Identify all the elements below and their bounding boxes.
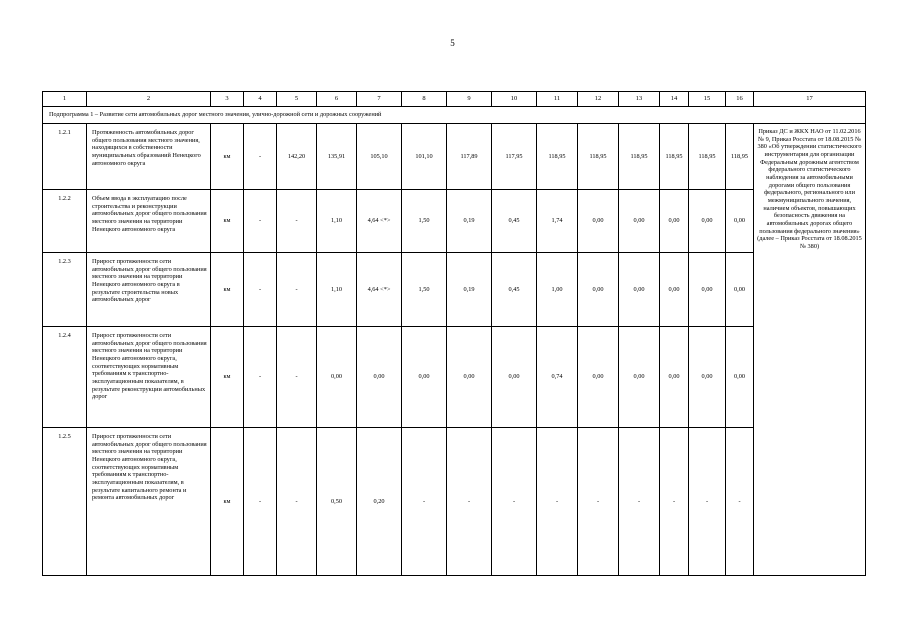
column-header: 12 (578, 92, 619, 107)
value-cell: 118,95 (660, 124, 689, 190)
value-cell: 142,20 (277, 124, 317, 190)
column-header: 6 (317, 92, 357, 107)
indicator-description: Прирост протяженности сети автомобильных дорог общего пользования местного значения на территории Ненецкого автономного округа, соответствующих нормативным требованиям к транспортно-эксплуатационным показателям, в результате капитального ремонта и ремонта автомобильных дорог (87, 428, 211, 576)
value-cell: 0,00 (689, 253, 726, 327)
value-cell: - (244, 190, 277, 253)
source-note: Приказ ДС и ЖКХ НАО от 11.02.2016 № 9, Приказ Росстата от 18.08.2015 № 380 «Об утверждении статистического инструментария для организации Федеральным дорожным агентством федерального статистического наблюдения за автомобильными дорогами общего пользования федерального, регионального или межмуниципального значения, наличием объектов, повышающих безопасность движения на автомобильных дорогах общего пользования федерального значения» (далее – Приказ Росстата от 18.08.2015 № 380) (754, 124, 866, 576)
column-header: 17 (754, 92, 866, 107)
subprogram-row (43, 107, 866, 124)
header-row (43, 92, 866, 107)
table-row (43, 124, 866, 190)
column-header: 8 (402, 92, 447, 107)
value-cell: 0,45 (492, 190, 537, 253)
value-cell: - (447, 428, 492, 576)
value-cell: 0,00 (357, 327, 402, 428)
table-row (43, 428, 866, 576)
indicator-description: Прирост протяженности сети автомобильных дорог общего пользования местного значения на территории Ненецкого автономного округа, соответствующих нормативным требованиям к транспортно-эксплуатационным показателям, в результате реконструкции автомобильных дорог (87, 327, 211, 428)
row-number: 1.2.1 (43, 124, 87, 190)
page-number: 5 (450, 38, 455, 48)
unit-cell: км (211, 428, 244, 576)
value-cell: - (578, 428, 619, 576)
indicator-description: Прирост протяженности сети автомобильных дорог общего пользования местного значения на территории Ненецкого автономного округа в результате строительства новых автомобильных дорог (87, 253, 211, 327)
value-cell: 0,20 (357, 428, 402, 576)
column-header: 9 (447, 92, 492, 107)
value-cell: - (726, 428, 754, 576)
row-number: 1.2.5 (43, 428, 87, 576)
row-number: 1.2.3 (43, 253, 87, 327)
value-cell: 1,50 (402, 190, 447, 253)
value-cell: 118,95 (619, 124, 660, 190)
value-cell: - (244, 428, 277, 576)
value-cell: - (689, 428, 726, 576)
column-header: 1 (43, 92, 87, 107)
value-cell: - (492, 428, 537, 576)
table-body (43, 92, 866, 576)
value-cell: 0,00 (619, 327, 660, 428)
value-cell: 118,95 (726, 124, 754, 190)
value-cell: - (277, 428, 317, 576)
value-cell: 118,95 (689, 124, 726, 190)
indicator-description: Объем ввода в эксплуатацию после строительства и реконструкции автомобильных дорог общего пользования местного значения на территории Ненецкого автономного округа (87, 190, 211, 253)
value-cell: - (244, 253, 277, 327)
value-cell: 4,64 <*> (357, 253, 402, 327)
value-cell: 117,95 (492, 124, 537, 190)
value-cell: 0,74 (537, 327, 578, 428)
value-cell: 0,19 (447, 253, 492, 327)
column-header: 5 (277, 92, 317, 107)
value-cell: 0,00 (689, 190, 726, 253)
column-header: 4 (244, 92, 277, 107)
value-cell: - (402, 428, 447, 576)
value-cell: 0,00 (578, 327, 619, 428)
column-header: 2 (87, 92, 211, 107)
value-cell: 0,00 (689, 327, 726, 428)
value-cell: - (244, 327, 277, 428)
value-cell: 0,00 (578, 253, 619, 327)
table-row (43, 253, 866, 327)
unit-cell: км (211, 253, 244, 327)
value-cell: 118,95 (537, 124, 578, 190)
value-cell: 0,00 (660, 253, 689, 327)
value-cell: 0,00 (619, 253, 660, 327)
unit-cell: км (211, 327, 244, 428)
value-cell: 4,64 <*> (357, 190, 402, 253)
table-row (43, 327, 866, 428)
value-cell: - (277, 253, 317, 327)
value-cell: - (619, 428, 660, 576)
value-cell: - (537, 428, 578, 576)
unit-cell: км (211, 124, 244, 190)
value-cell: 1,10 (317, 190, 357, 253)
value-cell: 0,50 (317, 428, 357, 576)
value-cell: 0,00 (660, 190, 689, 253)
value-cell: 0,00 (619, 190, 660, 253)
column-header: 11 (537, 92, 578, 107)
column-header: 13 (619, 92, 660, 107)
unit-cell: км (211, 190, 244, 253)
value-cell: - (660, 428, 689, 576)
value-cell: 0,00 (726, 253, 754, 327)
value-cell: 0,00 (726, 327, 754, 428)
value-cell: 118,95 (578, 124, 619, 190)
indicator-description: Протяженность автомобильных дорог общего пользования местного значения, находящихся в собственности муниципальных образований Ненецкого автономного округа (87, 124, 211, 190)
value-cell: 0,00 (578, 190, 619, 253)
value-cell: 0,19 (447, 190, 492, 253)
row-number: 1.2.4 (43, 327, 87, 428)
value-cell: 101,10 (402, 124, 447, 190)
value-cell: 0,45 (492, 253, 537, 327)
value-cell: 0,00 (726, 190, 754, 253)
value-cell: 0,00 (402, 327, 447, 428)
column-header: 10 (492, 92, 537, 107)
table-row (43, 190, 866, 253)
value-cell: 105,10 (357, 124, 402, 190)
subprogram-title: Подпрограмма 1 – Развитие сети автомобильных дорог местного значения, улично-дорожной сети и дорожных сооружений (43, 107, 866, 124)
value-cell: 1,10 (317, 253, 357, 327)
row-number: 1.2.2 (43, 190, 87, 253)
value-cell: 117,89 (447, 124, 492, 190)
value-cell: - (277, 190, 317, 253)
column-header: 3 (211, 92, 244, 107)
value-cell: 135,91 (317, 124, 357, 190)
value-cell: - (277, 327, 317, 428)
column-header: 16 (726, 92, 754, 107)
value-cell: 1,50 (402, 253, 447, 327)
column-header: 7 (357, 92, 402, 107)
indicators-table (42, 91, 866, 576)
value-cell: 0,00 (447, 327, 492, 428)
column-header: 14 (660, 92, 689, 107)
value-cell: - (244, 124, 277, 190)
column-header: 15 (689, 92, 726, 107)
value-cell: 0,00 (492, 327, 537, 428)
value-cell: 1,74 (537, 190, 578, 253)
value-cell: 0,00 (317, 327, 357, 428)
value-cell: 1,00 (537, 253, 578, 327)
value-cell: 0,00 (660, 327, 689, 428)
